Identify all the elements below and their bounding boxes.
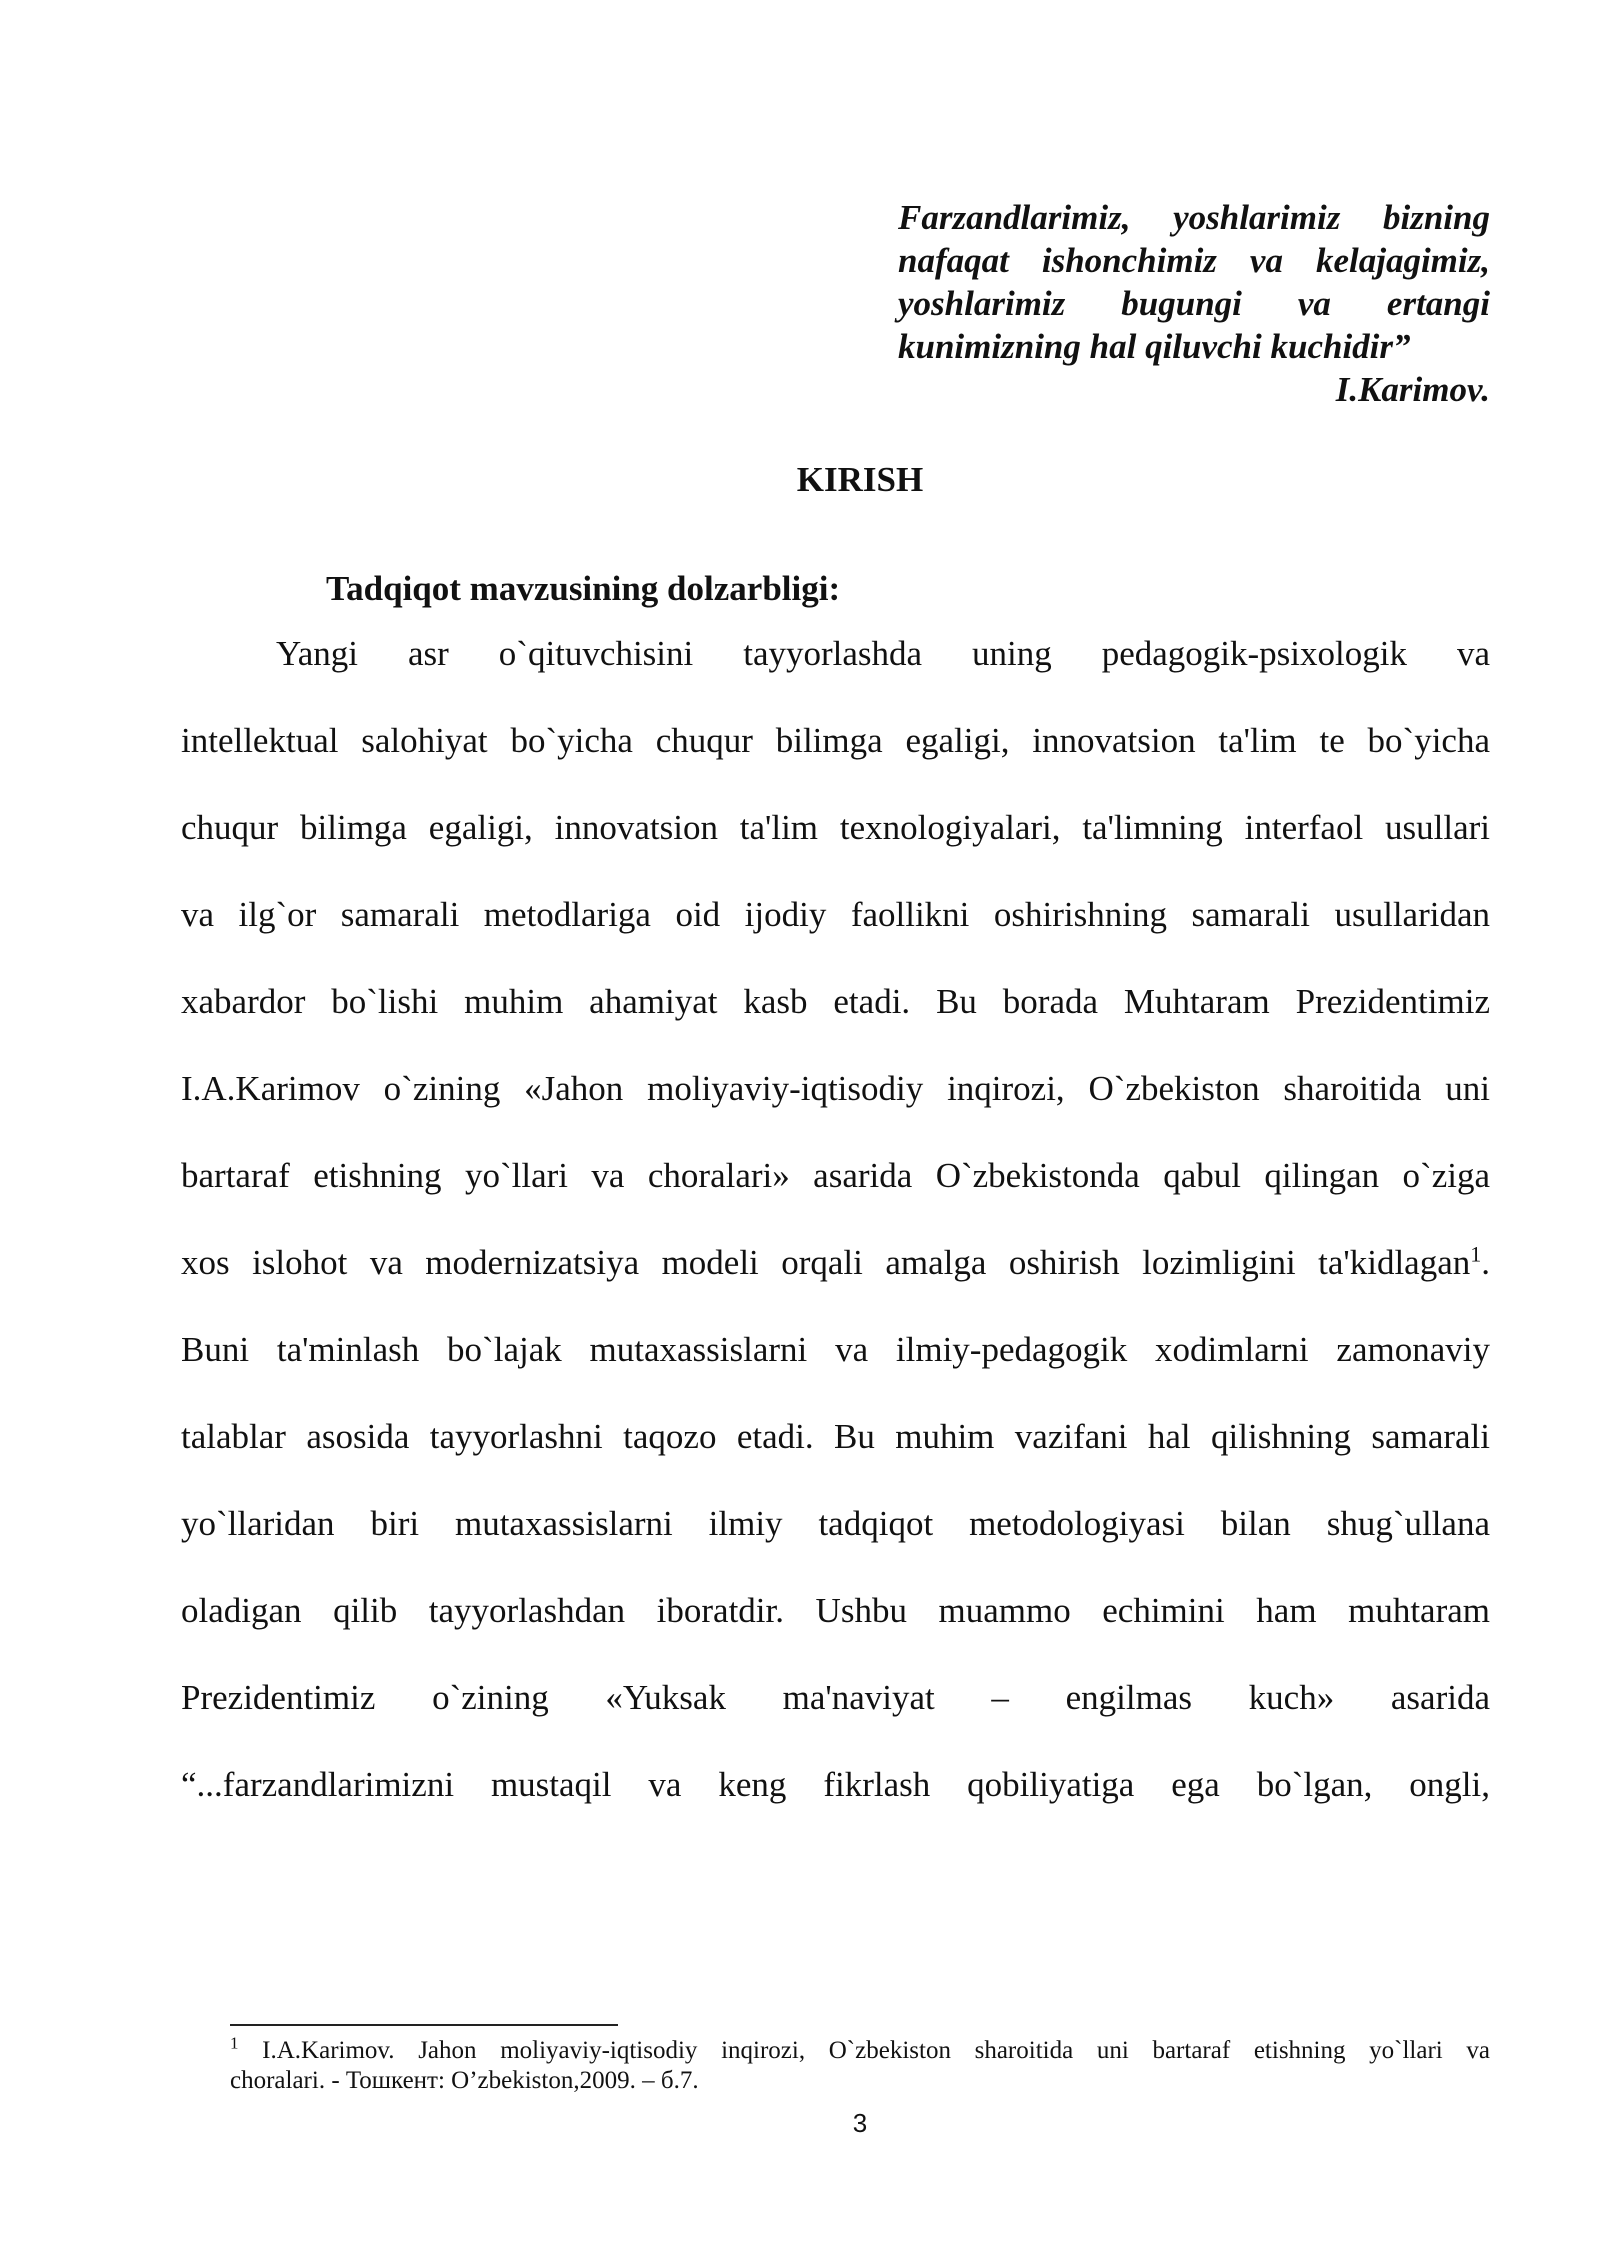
epigraph — [898, 196, 1490, 411]
page-number: 3 — [852, 2108, 868, 2138]
epigraph-line: kunimizning hal qiluvchi kuchidir” — [898, 327, 1411, 366]
footnote-reference[interactable]: 1 — [1470, 1241, 1482, 1267]
footnote-line: choralari. - Тошкент: O’zbekiston,2009. – б.7. — [230, 2067, 699, 2094]
body-line-text: xos islohot va modernizatsiya modeli orqali amalga oshirish lozimligini ta'kidlagan — [181, 1243, 1471, 1282]
body-line: va ilg`or samarali metodlariga oid ijodiy faollikni oshirishning samarali usullaridan — [181, 895, 1490, 934]
body-line: intellektual salohiyat bo`yicha chuqur bilimga egaligi, innovatsion ta'lim te bo`yicha — [181, 721, 1490, 760]
body-paragraph — [181, 626, 1490, 1844]
section-heading: KIRISH — [796, 460, 924, 499]
body-line: I.A.Karimov o`zining «Jahon moliyaviy-iqtisodiy inqirozi, O`zbekiston sharoitida uni — [181, 1069, 1490, 1108]
body-line: chuqur bilimga egaligi, innovatsion ta'lim texnologiyalari, ta'limning interfaol usullari — [181, 808, 1490, 847]
footnote-marker: 1 — [230, 2033, 239, 2053]
body-line: yo`llaridan biri mutaxassislarni ilmiy tadqiqot metodologiyasi bilan shug`ullana — [181, 1504, 1490, 1543]
footnote-line — [230, 2033, 1491, 2066]
footnote-text: I.A.Karimov. Jahon moliyaviy-iqtisodiy inqirozi, O`zbekiston sharoitida uni bartaraf etishning yo`llari va — [262, 2037, 1491, 2064]
epigraph-line: nafaqat ishonchimiz va kelajagimiz, — [898, 241, 1490, 280]
body-line: Buni ta'minlash bo`lajak mutaxassislarni va ilmiy-pedagogik xodimlarni zamonaviy — [181, 1330, 1490, 1369]
epigraph-line: yoshlarimiz bugungi va ertangi — [898, 284, 1490, 323]
footnote-reference-period: . — [1481, 1243, 1490, 1282]
body-line: Yangi asr o`qituvchisini tayyorlashda uning pedagogik-psixologik va — [276, 634, 1490, 673]
body-line: talablar asosida tayyorlashni taqozo etadi. Bu muhim vazifani hal qilishning samarali — [181, 1417, 1490, 1456]
body-line: Prezidentimiz o`zining «Yuksak ma'naviyat – engilmas kuch» asarida — [181, 1678, 1490, 1717]
footnote-separator — [230, 2024, 618, 2026]
footnote — [230, 2033, 1491, 2096]
body-line: bartaraf etishning yo`llari va choralari» asarida O`zbekistonda qabul qilingan o`ziga — [181, 1156, 1490, 1195]
body-line: oladigan qilib tayyorlashdan iboratdir. Ushbu muammo echimini ham muhtaram — [181, 1591, 1490, 1630]
subsection-heading: Tadqiqot mavzusining dolzarbligi: — [326, 569, 841, 608]
body-line: “...farzandlarimizni mustaqil va keng fikrlash qobiliyatiga ega bo`lgan, ongli, — [181, 1765, 1490, 1804]
body-line-with-footnote — [181, 1235, 1490, 1322]
body-line: xabardor bo`lishi muhim ahamiyat kasb etadi. Bu borada Muhtaram Prezidentimiz — [181, 982, 1490, 1021]
epigraph-line: Farzandlarimiz, yoshlarimiz bizning — [898, 198, 1490, 237]
epigraph-author: I.Karimov. — [1335, 370, 1490, 409]
